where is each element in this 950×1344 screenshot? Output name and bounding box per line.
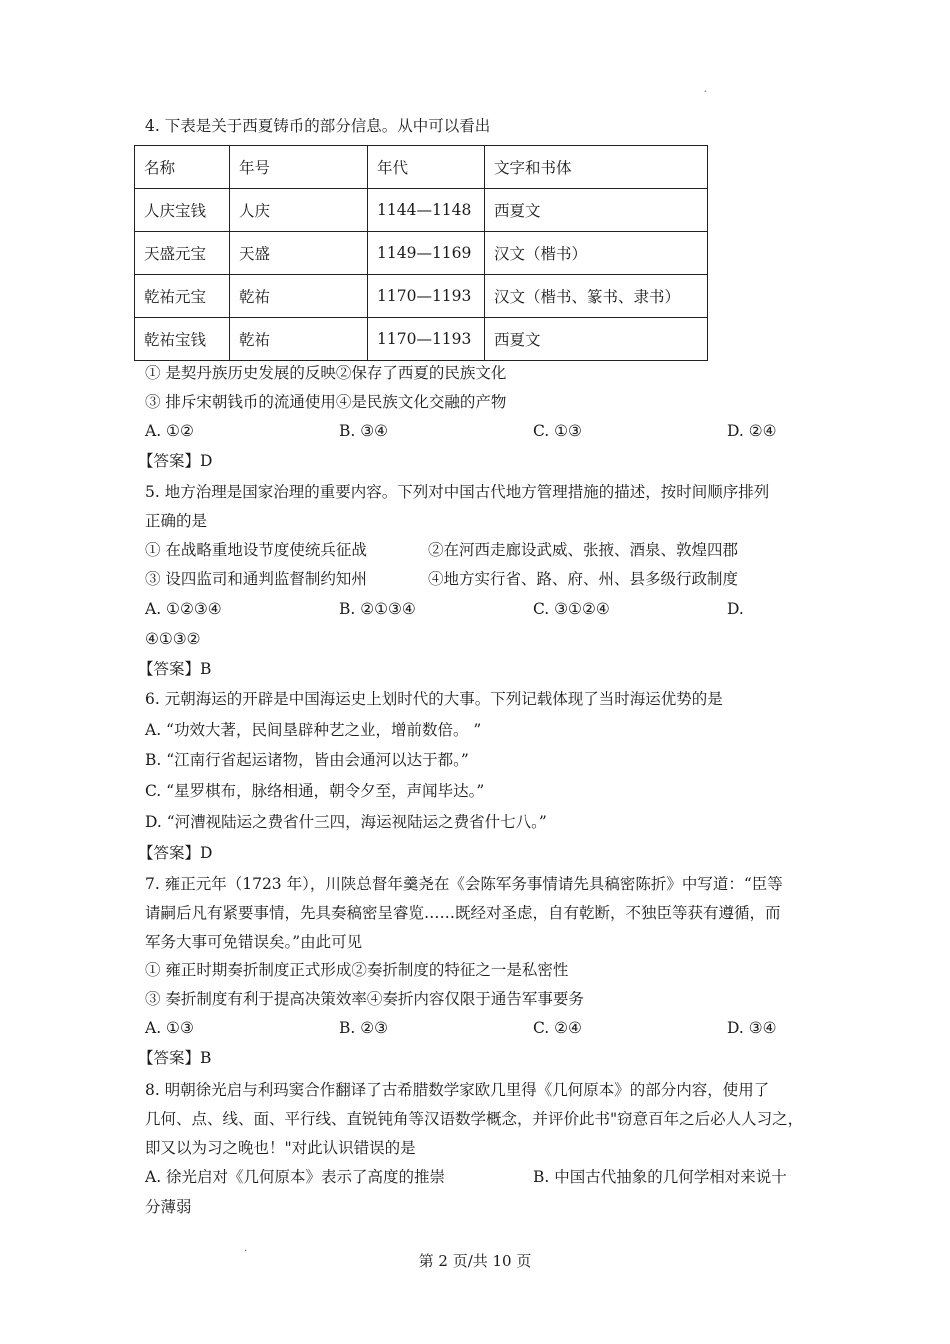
table-cell: 西夏文 bbox=[485, 189, 708, 232]
q4-option-b: B. ③④ bbox=[339, 422, 389, 440]
q8-option-b-continued: 分薄弱 bbox=[145, 1198, 192, 1216]
table-header: 年号 bbox=[230, 146, 368, 189]
table-header: 名称 bbox=[135, 146, 230, 189]
q7-answer: 【答案】B bbox=[138, 1049, 212, 1067]
table-cell: 乾祐元宝 bbox=[135, 275, 230, 318]
q5-stem-1: 5. 地方治理是国家治理的重要内容。下列对中国古代地方管理措施的描述，按时间顺序排列 bbox=[145, 483, 770, 501]
q4-answer: 【答案】D bbox=[138, 452, 213, 470]
table-cell: 汉文（楷书） bbox=[485, 232, 708, 275]
q7-option-d: D. ③④ bbox=[727, 1019, 777, 1037]
q6-option-d: D. “河漕视陆运之费省什三四，海运视陆运之费省什七八。” bbox=[145, 813, 547, 831]
q5-option-b: B. ②①③④ bbox=[339, 600, 416, 618]
q7-option-a: A. ①③ bbox=[145, 1019, 194, 1037]
q5-option-a: A. ①②③④ bbox=[145, 600, 222, 618]
table-row bbox=[135, 189, 708, 232]
q4-statements-1: ① 是契丹族历史发展的反映②保存了西夏的民族文化 bbox=[145, 364, 507, 382]
table-cell: 人庆宝钱 bbox=[135, 189, 230, 232]
q6-stem: 6. 元朝海运的开辟是中国海运史上划时代的大事。下列记载体现了当时海运优势的是 bbox=[145, 690, 723, 708]
q4-option-c: C. ①③ bbox=[533, 422, 582, 440]
q8-stem-3: 即又以为习之晚也！"对此认识错误的是 bbox=[145, 1139, 416, 1157]
q5-option-d: D. bbox=[727, 600, 744, 618]
table-cell: 乾祐宝钱 bbox=[135, 318, 230, 361]
q8-stem-1: 8. 明朝徐光启与利玛窦合作翻译了古希腊数学家欧几里得《几何原本》的部分内容，使用了 bbox=[145, 1081, 770, 1099]
table-cell: 乾祐 bbox=[230, 318, 368, 361]
q5-option-c: C. ③①②④ bbox=[533, 600, 610, 618]
q5-answer: 【答案】B bbox=[138, 660, 212, 678]
q5-statement-1: ① 在战略重地设节度使统兵征战 bbox=[145, 541, 367, 559]
q4-stem: 4. 下表是关于西夏铸币的部分信息。从中可以看出 bbox=[145, 117, 491, 135]
q7-option-b: B. ②③ bbox=[339, 1019, 389, 1037]
q6-option-c: C. “星罗棋布，脉络相通，朝令夕至，声闻毕达。” bbox=[145, 782, 485, 800]
table-cell: 乾祐 bbox=[230, 275, 368, 318]
table-cell: 天盛元宝 bbox=[135, 232, 230, 275]
q5-option-d-continued: ④①③② bbox=[145, 630, 201, 648]
table-row bbox=[135, 275, 708, 318]
q7-statements-1: ① 雍正时期奏折制度正式形成②奏折制度的特征之一是私密性 bbox=[145, 961, 569, 979]
table-cell: 西夏文 bbox=[485, 318, 708, 361]
q4-statements-2: ③ 排斥宋朝钱币的流通使用④是民族文化交融的产物 bbox=[145, 393, 507, 411]
q4-option-d: D. ②④ bbox=[727, 422, 777, 440]
page-footer: 第 2 页/共 10 页 bbox=[418, 1252, 532, 1270]
table-header-row bbox=[135, 146, 708, 189]
q7-option-c: C. ②④ bbox=[533, 1019, 582, 1037]
q8-option-a: A. 徐光启对《几何原本》表示了高度的推崇 bbox=[145, 1168, 446, 1186]
table-cell: 汉文（楷书、篆书、隶书） bbox=[485, 275, 708, 318]
q7-stem-3: 军务大事可免错误矣。”由此可见 bbox=[145, 933, 363, 951]
table-cell: 1149—1169 bbox=[368, 232, 485, 275]
q6-answer: 【答案】D bbox=[138, 844, 213, 862]
q5-statement-4: ④地方实行省、路、府、州、县多级行政制度 bbox=[428, 570, 739, 588]
q5-stem-2: 正确的是 bbox=[145, 512, 208, 530]
q5-statement-2: ②在河西走廊设武威、张掖、酒泉、敦煌四郡 bbox=[428, 541, 739, 559]
q7-stem-1: 7. 雍正元年（1723 年），川陕总督年羹尧在《会陈军务事情请先具稿密陈折》中写道：“臣等 bbox=[145, 875, 783, 893]
q7-statements-2: ③ 奏折制度有利于提高决策效率④奏折内容仅限于通告军事要务 bbox=[145, 990, 584, 1008]
q5-statement-3: ③ 设四监司和通判监督制约知州 bbox=[145, 570, 367, 588]
q6-option-a: A. “功效大著，民间垦辟种艺之业，增前数倍。 ” bbox=[145, 721, 482, 739]
q4-option-a: A. ①② bbox=[145, 422, 194, 440]
table-cell: 1170—1193 bbox=[368, 275, 485, 318]
table-cell: 1170—1193 bbox=[368, 318, 485, 361]
table-cell: 1144—1148 bbox=[368, 189, 485, 232]
q6-option-b: B. “江南行省起运诸物，皆由会通河以达于都。” bbox=[145, 751, 469, 769]
table-row bbox=[135, 232, 708, 275]
table-header: 文字和书体 bbox=[485, 146, 708, 189]
q7-stem-2: 请嗣后凡有紧要事情，先具奏稿密呈睿览……既经对圣虑，自有乾断，不独臣等获有遵循，而 bbox=[145, 904, 781, 922]
table-header: 年代 bbox=[368, 146, 485, 189]
table-cell: 天盛 bbox=[230, 232, 368, 275]
q8-stem-2: 几何、点、线、面、平行线、直锐钝角等汉语数学概念，并评价此书"窃意百年之后必人人习之， bbox=[145, 1110, 804, 1128]
q8-option-b: B. 中国古代抽象的几何学相对来说十 bbox=[533, 1168, 787, 1186]
stray-mark: ˛ bbox=[703, 82, 708, 93]
table-row bbox=[135, 318, 708, 361]
table-cell: 人庆 bbox=[230, 189, 368, 232]
coin-table bbox=[134, 145, 708, 361]
stray-mark: · bbox=[244, 1246, 248, 1257]
